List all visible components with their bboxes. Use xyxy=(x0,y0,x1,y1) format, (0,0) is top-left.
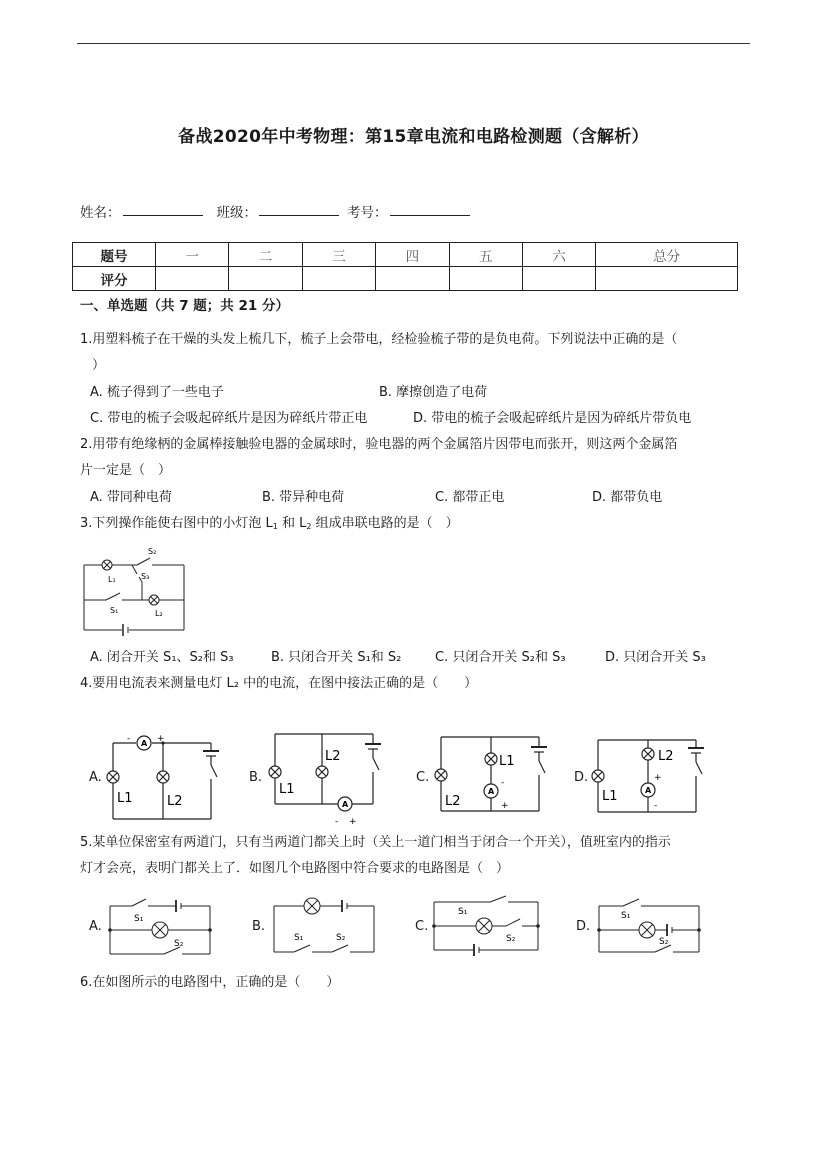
q4c-ammeter: A xyxy=(488,787,495,796)
q4b-lamp2: L2 xyxy=(325,749,341,764)
minus-sign: - xyxy=(335,817,339,827)
q3-label-s2: S₂ xyxy=(148,547,157,556)
q5-circuit-c[interactable] xyxy=(430,896,545,962)
q3-stem-pre: 3.下列操作能使右图中的小灯泡 L xyxy=(80,516,273,531)
q5-stem-line1: 5.某单位保密室有两道门，只有当两道门都关上时（关上一道门相当于闭合一个开关），值班室内的指示 xyxy=(80,835,671,850)
q4-circuit-a[interactable] xyxy=(103,735,223,825)
score-row2-label: 评分 xyxy=(73,267,156,291)
score-cell[interactable] xyxy=(596,267,738,291)
q4d-lamp2: L2 xyxy=(658,749,674,764)
q4a-lamp1: L1 xyxy=(117,791,133,806)
q4-circuit-c[interactable] xyxy=(431,733,551,833)
q5-label-d[interactable]: D. xyxy=(576,919,591,934)
q3-stem-mid: 和 L xyxy=(277,516,307,531)
score-cell[interactable] xyxy=(229,267,302,291)
q2-option-c[interactable]: C. 都带正电 xyxy=(435,490,505,505)
q2-option-a[interactable]: A. 带同种电荷 xyxy=(90,490,172,505)
q3-stem xyxy=(80,515,459,536)
q5c-s1: S₁ xyxy=(458,907,468,917)
plus-sign: + xyxy=(654,773,662,783)
score-cell[interactable] xyxy=(449,267,522,291)
header-rule xyxy=(77,43,750,44)
score-table-score-row xyxy=(73,267,738,291)
q4-circuit-d[interactable] xyxy=(588,736,708,831)
q4-circuit-b[interactable] xyxy=(265,730,380,840)
q4-label-a[interactable]: A. xyxy=(89,770,102,785)
student-info xyxy=(80,201,478,221)
q4d-ammeter: A xyxy=(645,786,652,795)
q4b-ammeter: A xyxy=(342,800,349,809)
minus-sign: - xyxy=(654,801,658,811)
q5-circuit-d[interactable] xyxy=(593,896,705,958)
score-col-1: 一 xyxy=(156,243,229,267)
q3-sub2: 2 xyxy=(306,522,312,531)
q5-circuit-a[interactable] xyxy=(104,896,216,958)
plus-sign: + xyxy=(501,801,509,811)
q3-label-s3: S₃ xyxy=(141,572,150,581)
q3-label-l2: L₂ xyxy=(155,609,163,618)
name-label: 姓名： xyxy=(80,205,121,221)
score-cell[interactable] xyxy=(302,267,375,291)
q5b-s1: S₁ xyxy=(294,933,304,943)
q3-label-s1: S₁ xyxy=(110,606,119,615)
score-col-5: 五 xyxy=(449,243,522,267)
minus-sign: - xyxy=(501,778,505,788)
q6-stem: 6.在如图所示的电路图中，正确的是（ ） xyxy=(80,975,340,990)
q4-stem: 4.要用电流表来测量电灯 L₂ 中的电流，在图中接法正确的是（ ） xyxy=(80,676,478,691)
q1-option-d[interactable]: D. 带电的梳子会吸起碎纸片是因为碎纸片带负电 xyxy=(413,411,692,426)
q4c-lamp1: L1 xyxy=(499,754,515,769)
score-table-header-row xyxy=(73,243,738,267)
q1-option-a[interactable]: A. 梳子得到了一些电子 xyxy=(90,385,224,400)
q1-stem-line2: ） xyxy=(92,358,106,373)
exam-no-blank[interactable] xyxy=(390,201,470,216)
score-col-total: 总分 xyxy=(596,243,738,267)
q5-stem-line2: 灯才会亮，表明门都关上了．如图几个电路图中符合要求的电路图是（ ） xyxy=(80,861,510,876)
q2-stem-line1: 2.用带有绝缘柄的金属棒接触验电器的金属球时，验电器的两个金属箔片因带电而张开，则这两个金属箔 xyxy=(80,437,678,452)
q5d-s1: S₁ xyxy=(621,911,631,921)
q5a-s1: S₁ xyxy=(134,914,144,924)
q2-stem-line2: 片一定是（ ） xyxy=(80,463,172,478)
q3-stem-post: 组成串联电路的是（ ） xyxy=(311,516,459,531)
plus-sign: + xyxy=(349,817,357,827)
q1-stem-line1: 1.用塑料梳子在干燥的头发上梳几下，梳子上会带电，经检验梳子带的是负电荷。下列说法中正确的是（ xyxy=(80,332,678,347)
score-col-2: 二 xyxy=(229,243,302,267)
q2-option-d[interactable]: D. 都带负电 xyxy=(592,490,663,505)
q4a-lamp2: L2 xyxy=(167,794,183,809)
q5c-s2: S₂ xyxy=(506,934,516,944)
q4b-lamp1: L1 xyxy=(279,782,295,797)
q4-label-c[interactable]: C. xyxy=(416,770,430,785)
q4a-ammeter: A xyxy=(141,739,148,748)
q3-option-b[interactable]: B. 只闭合开关 S₁和 S₂ xyxy=(271,650,402,665)
q5b-s2: S₂ xyxy=(336,933,346,943)
score-row1-label: 题号 xyxy=(73,243,156,267)
q5a-s2: S₂ xyxy=(174,939,184,949)
score-cell[interactable] xyxy=(156,267,229,291)
q3-option-a[interactable]: A. 闭合开关 S₁、S₂和 S₃ xyxy=(90,650,234,665)
q5-label-a[interactable]: A. xyxy=(89,919,102,934)
q3-option-d[interactable]: D. 只闭合开关 S₃ xyxy=(605,650,706,665)
class-blank[interactable] xyxy=(259,201,339,216)
score-table xyxy=(72,242,738,291)
q2-option-b[interactable]: B. 带异种电荷 xyxy=(262,490,345,505)
q1-option-c[interactable]: C. 带电的梳子会吸起碎纸片是因为碎纸片带正电 xyxy=(90,411,368,426)
section-heading: 一、单选题（共 7 题；共 21 分） xyxy=(80,298,289,314)
class-label: 班级： xyxy=(216,205,257,221)
minus-sign: - xyxy=(127,734,131,744)
q5-label-b[interactable]: B. xyxy=(252,919,266,934)
q4d-lamp1: L1 xyxy=(602,789,618,804)
q1-option-b[interactable]: B. 摩擦创造了电荷 xyxy=(379,385,488,400)
score-cell[interactable] xyxy=(376,267,449,291)
q4-label-d[interactable]: D. xyxy=(574,770,589,785)
q4-label-b[interactable]: B. xyxy=(249,770,263,785)
exam-no-label: 考号： xyxy=(347,205,388,221)
page-title: 备战2020年中考物理：第15章电流和电路检测题（含解析） xyxy=(178,127,649,147)
score-cell[interactable] xyxy=(522,267,595,291)
q5-circuit-b[interactable] xyxy=(268,894,380,958)
q5d-s2: S₂ xyxy=(659,937,669,947)
plus-sign: + xyxy=(157,734,165,744)
name-blank[interactable] xyxy=(123,201,203,216)
score-col-3: 三 xyxy=(302,243,375,267)
q5-label-c[interactable]: C. xyxy=(415,919,429,934)
q4c-lamp2: L2 xyxy=(445,794,461,809)
q3-label-l1: L₁ xyxy=(108,575,116,584)
q3-option-c[interactable]: C. 只闭合开关 S₂和 S₃ xyxy=(435,650,566,665)
q3-circuit-figure xyxy=(82,545,192,635)
score-col-4: 四 xyxy=(376,243,449,267)
q3-sub1: 1 xyxy=(272,522,278,531)
score-col-6: 六 xyxy=(522,243,595,267)
